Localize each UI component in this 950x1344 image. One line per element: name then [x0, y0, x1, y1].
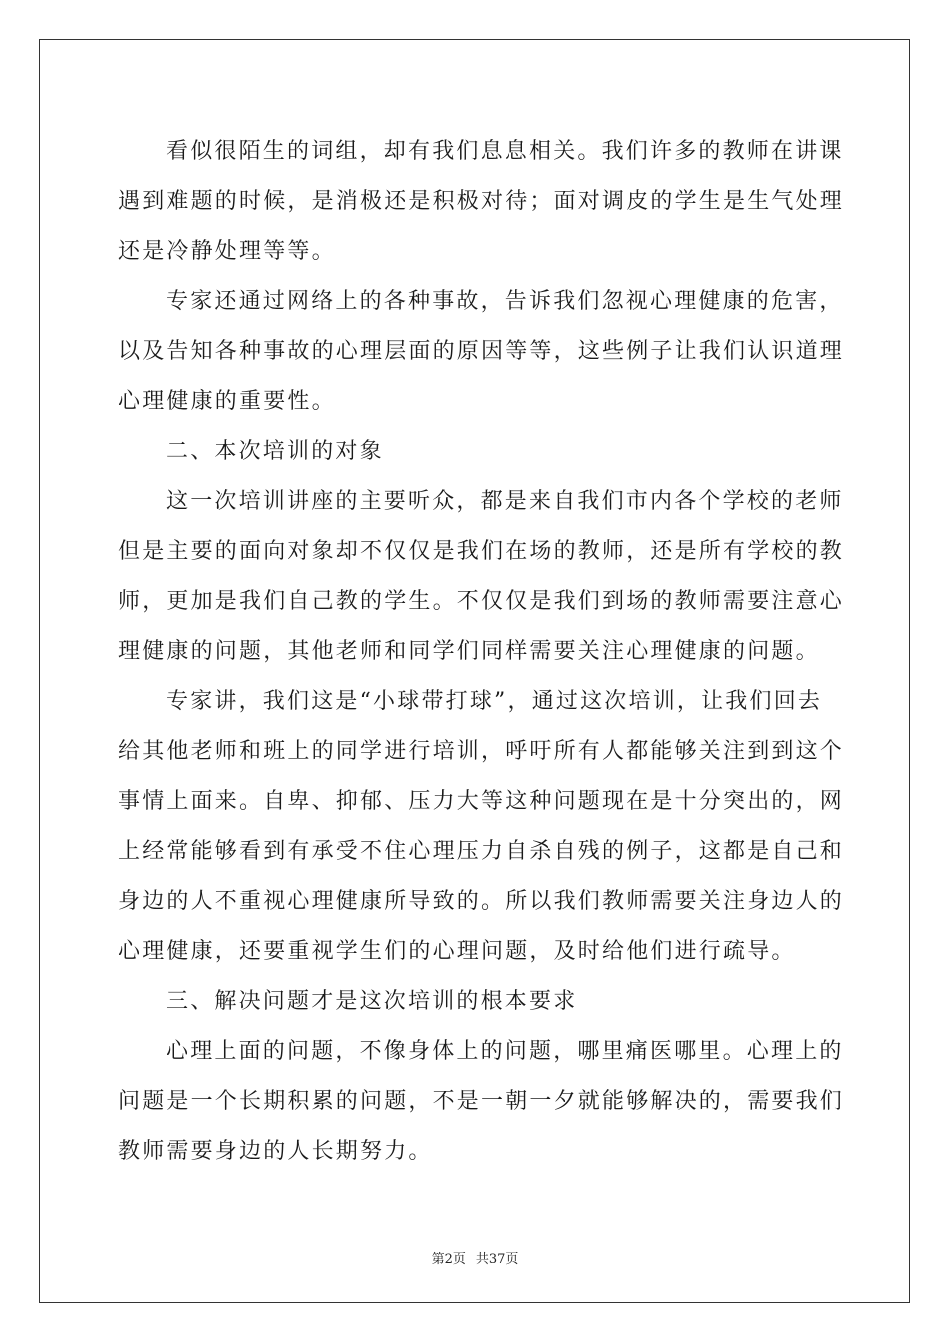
paragraph-line: 看似很陌生的词组，却有我们息息相关。我们许多的教师在讲课 [166, 139, 844, 164]
paragraph-line: 教师需要身边的人长期努力。 [118, 1139, 433, 1164]
paragraph-line: 但是主要的面向对象却不仅仅是我们在场的教师，还是所有学校的教 [118, 539, 845, 564]
section-heading: 二、本次培训的对象 [166, 439, 384, 464]
paragraph-line: 事情上面来。自卑、抑郁、压力大等这种问题现在是十分突出的，网 [118, 789, 845, 814]
page-footer [0, 1248, 950, 1267]
paragraph-line: 心理健康的重要性。 [118, 389, 336, 414]
paragraph-line: 师，更加是我们自己教的学生。不仅仅是我们到场的教师需要注意心 [118, 589, 845, 614]
section-heading: 三、解决问题才是这次培训的根本要求 [166, 989, 578, 1014]
paragraph-line: 上经常能够看到有承受不住心理压力自杀自残的例子，这都是自己和 [118, 839, 845, 864]
paragraph-line: 给其他老师和班上的同学进行培训，呼吁所有人都能够关注到到这个 [118, 739, 845, 764]
paragraph-line: 理健康的问题，其他老师和同学们同样需要关注心理健康的问题。 [118, 639, 820, 664]
document-body [118, 127, 845, 1177]
paragraph-line: 问题是一个长期积累的问题，不是一朝一夕就能够解决的，需要我们 [118, 1089, 845, 1114]
paragraph-line: 身边的人不重视心理健康所导致的。所以我们教师需要关注身边人的 [118, 889, 845, 914]
paragraph-line: 以及告知各种事故的心理层面的原因等等，这些例子让我们认识道理 [118, 339, 845, 364]
paragraph-line: 心理健康，还要重视学生们的心理问题，及时给他们进行疏导。 [118, 939, 796, 964]
paragraph-line: 还是冷静处理等等。 [118, 239, 336, 264]
paragraph-line: 这一次培训讲座的主要听众，都是来自我们市内各个学校的老师 [166, 489, 844, 514]
paragraph-line: 心理上面的问题，不像身体上的问题，哪里痛医哪里。心理上的 [166, 1039, 844, 1064]
paragraph-line: 专家讲，我们这是“小球带打球”，通过这次培训，让我们回去 [166, 689, 823, 714]
page-number: 第2页 [431, 1252, 466, 1267]
paragraph-line: 专家还通过网络上的各种事故，告诉我们忽视心理健康的危害， [166, 289, 844, 314]
paragraph-line: 遇到难题的时候，是消极还是积极对待；面对调皮的学生是生气处理 [118, 189, 845, 214]
page-total: 共37页 [475, 1252, 519, 1267]
